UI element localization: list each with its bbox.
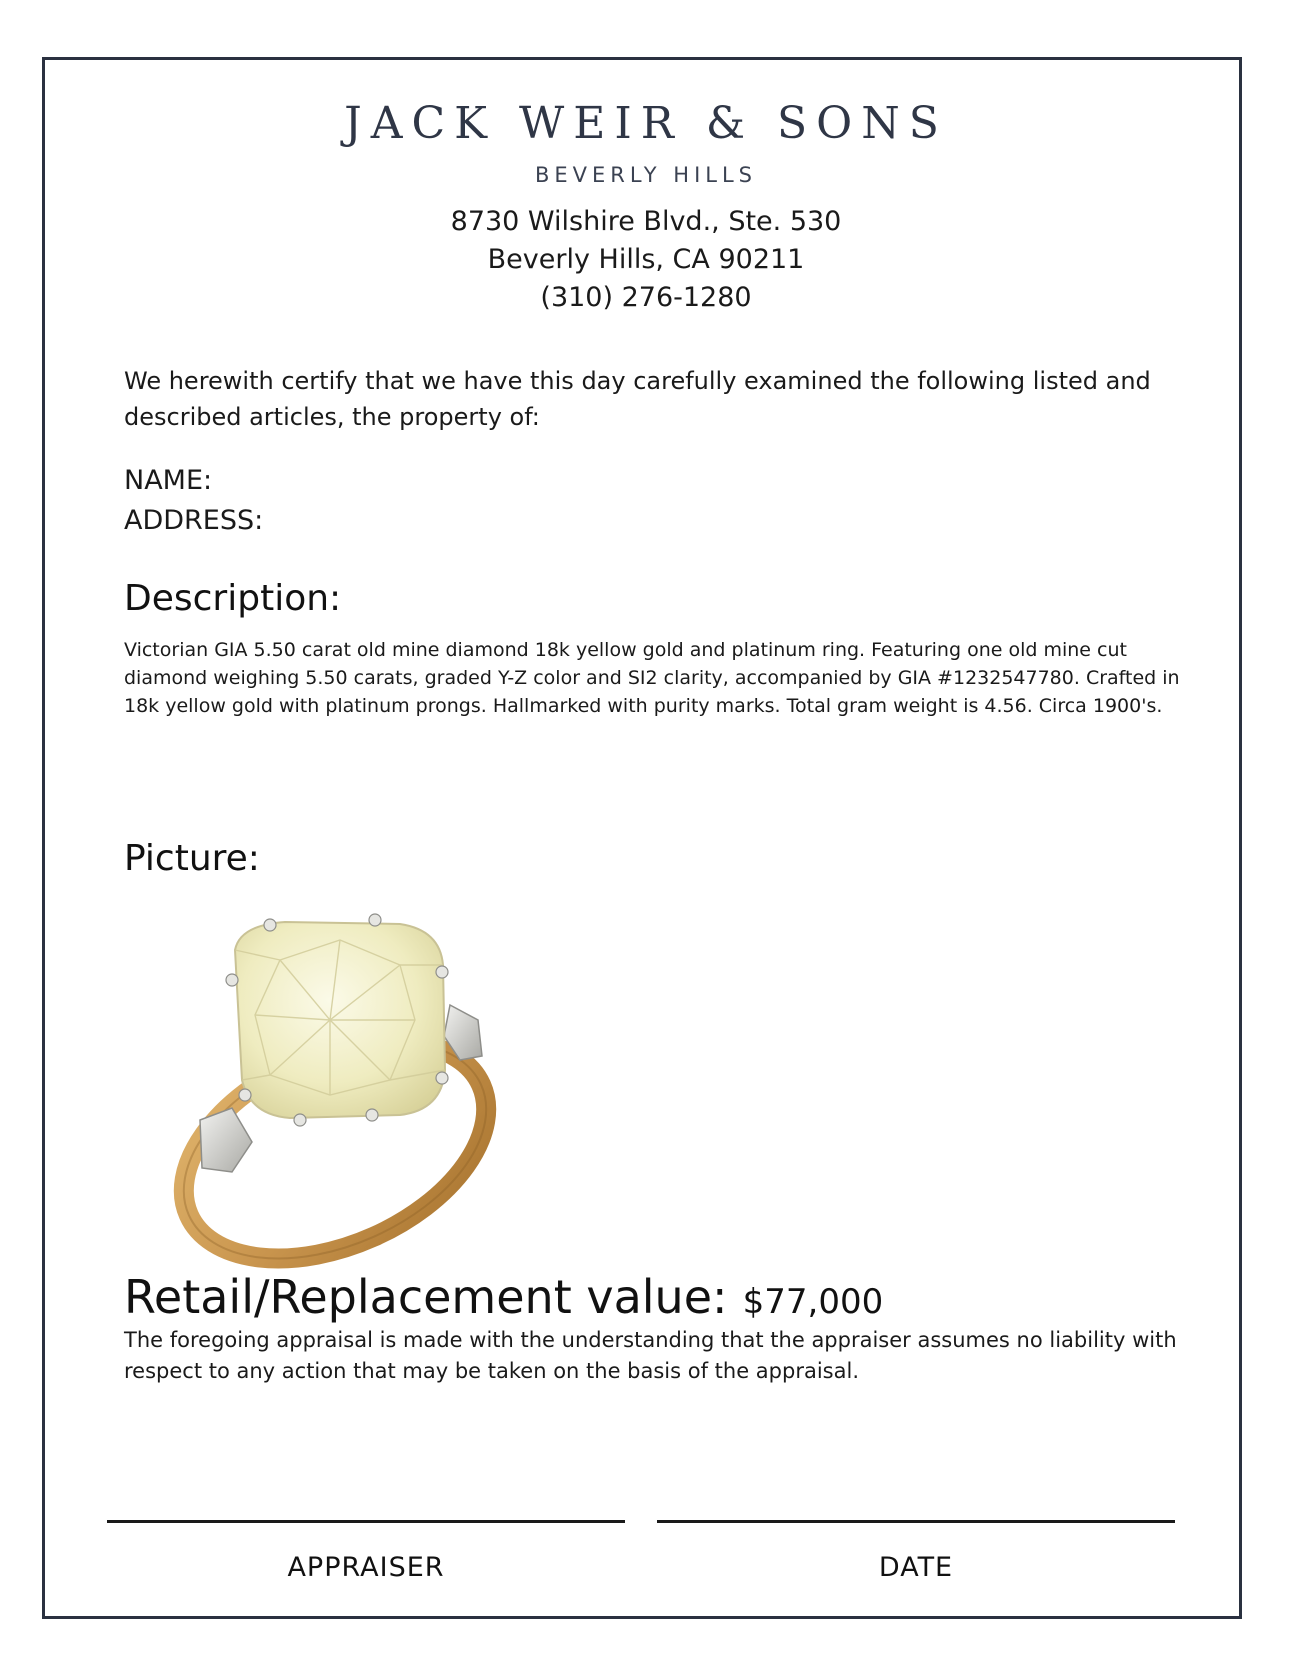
address-street: 8730 Wilshire Blvd., Ste. 530 — [450, 206, 842, 237]
description-text: Victorian GIA 5.50 carat old mine diamond 18k yellow gold and platinum ring. Featuring one old mine cut diamond weighing 5.50 carats, graded Y-Z color and SI2 clarity, accompanied by GIA #1232547780. Crafted in 18k yellow gold with platinum prongs. Hallmarked with purity marks. Total gram weight is 4.56. Circa 1900's. — [124, 639, 1180, 717]
date-signature-line — [657, 1520, 1175, 1523]
brand-name: JACK WEIR & SONS — [344, 98, 948, 149]
ring-photo — [160, 910, 540, 1270]
certification-statement: We herewith certify that we have this day carefully examined the following listed and described articles, the property of: — [124, 367, 1151, 431]
phone-number: (310) 276-1280 — [540, 282, 752, 313]
description-heading: Description: — [124, 578, 342, 619]
appraiser-signature-line — [107, 1520, 625, 1523]
appraiser-label: APPRAISER — [287, 1552, 445, 1583]
retail-value-amount: $77,000 — [742, 1282, 884, 1322]
owner-address-label: ADDRESS: — [124, 505, 264, 536]
address-city: Beverly Hills, CA 90211 — [487, 244, 805, 275]
owner-name-label: NAME: — [124, 465, 213, 496]
picture-heading: Picture: — [124, 838, 260, 879]
brand-location: BEVERLY HILLS — [534, 163, 758, 187]
date-label: DATE — [878, 1552, 954, 1583]
business-address — [0, 203, 1292, 317]
retail-value-row — [124, 1270, 883, 1324]
liability-disclaimer: The foregoing appraisal is made with the understanding that the appraiser assumes no liability with respect to any action that may be taken on the basis of the appraisal. — [124, 1328, 1177, 1383]
retail-value-label: Retail/Replacement value: — [124, 1270, 728, 1324]
